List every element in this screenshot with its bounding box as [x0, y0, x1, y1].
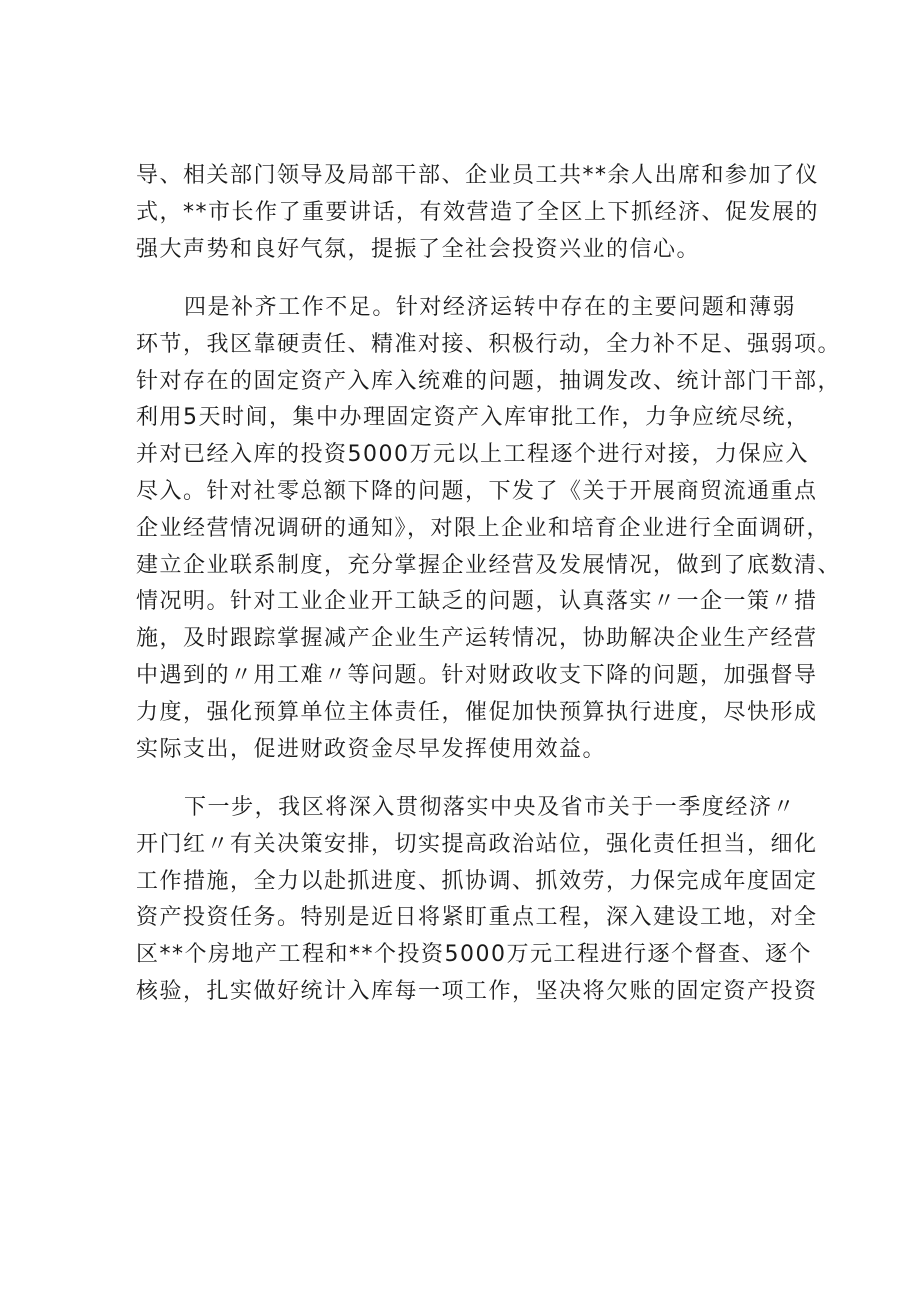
text-line: 并对已经入库的投资5000万元以上工程逐个进行对接，力保应入 [136, 442, 809, 468]
text-line: 施，及时跟踪掌握减产企业生产运转情况，协助解决企业生产经营 [136, 626, 818, 652]
text-line: 环节，我区靠硬责任、精准对接、积极行动，全力补不足、强弱项。 [136, 331, 842, 357]
text-line: 资产投资任务。特别是近日将紧盯重点工程，深入建设工地，对全 [136, 905, 818, 931]
text-line: 尽入。针对社零总额下降的问题，下发了《关于开展商贸流通重点 [136, 478, 818, 504]
text-line: 开门红〃有关决策安排，切实提高政治站位，强化责任担当，细化 [136, 831, 818, 857]
text-line: 利用5天时间，集中办理固定资产入库审批工作，力争应统尽统， [136, 405, 810, 431]
paragraph-spacer [136, 268, 796, 290]
paragraph-continuation [136, 158, 820, 268]
text-line: 导、相关部门领导及局部干部、企业员工共**余人出席和参加了仪 [136, 163, 820, 188]
text-line: 区**个房地产工程和**个投资5000万元工程进行逐个督查、逐个 [136, 942, 812, 968]
text-line: 下一步，我区将深入贯彻落实中央及省市关于一季度经济〃 [184, 794, 796, 820]
text-line: 针对存在的固定资产入库入统难的问题，抽调发改、统计部门干部， [136, 368, 842, 394]
text-line: 情况明。针对工业企业开工缺乏的问题，认真落实〃一企一策〃措 [136, 589, 818, 615]
paragraph-next-steps [136, 790, 818, 1011]
text-line: 强大声势和良好气氛，提振了全社会投资兴业的信心。 [136, 236, 701, 262]
text-line: 企业经营情况调研的通知》，对限上企业和培育企业进行全面调研， [136, 515, 831, 541]
text-line: 四是补齐工作不足。针对经济运转中存在的主要问题和薄弱 [184, 294, 796, 320]
text-line: 工作措施，全力以赴抓进度、抓协调、抓效劳，力保完成年度固定 [136, 868, 818, 894]
document-body [136, 158, 842, 1011]
text-line: 力度，强化预算单位主体责任，催促加快预算执行进度，尽快形成 [136, 699, 818, 725]
text-line: 实际支出，促进财政资金尽早发挥使用效益。 [136, 736, 607, 762]
text-line: 式，**市长作了重要讲话，有效营造了全区上下抓经济、促发展的 [136, 199, 820, 225]
paragraph-spacer [136, 768, 796, 790]
paragraph-shortfalls [136, 290, 842, 768]
text-line: 建立企业联系制度，充分掌握企业经营及发展情况，做到了底数清、 [136, 552, 842, 578]
text-line: 核验，扎实做好统计入库每一项工作，坚决将欠账的固定资产投资 [136, 978, 818, 1004]
text-line: 中遇到的〃用工难〃等问题。针对财政收支下降的问题，加强督导 [136, 662, 818, 688]
